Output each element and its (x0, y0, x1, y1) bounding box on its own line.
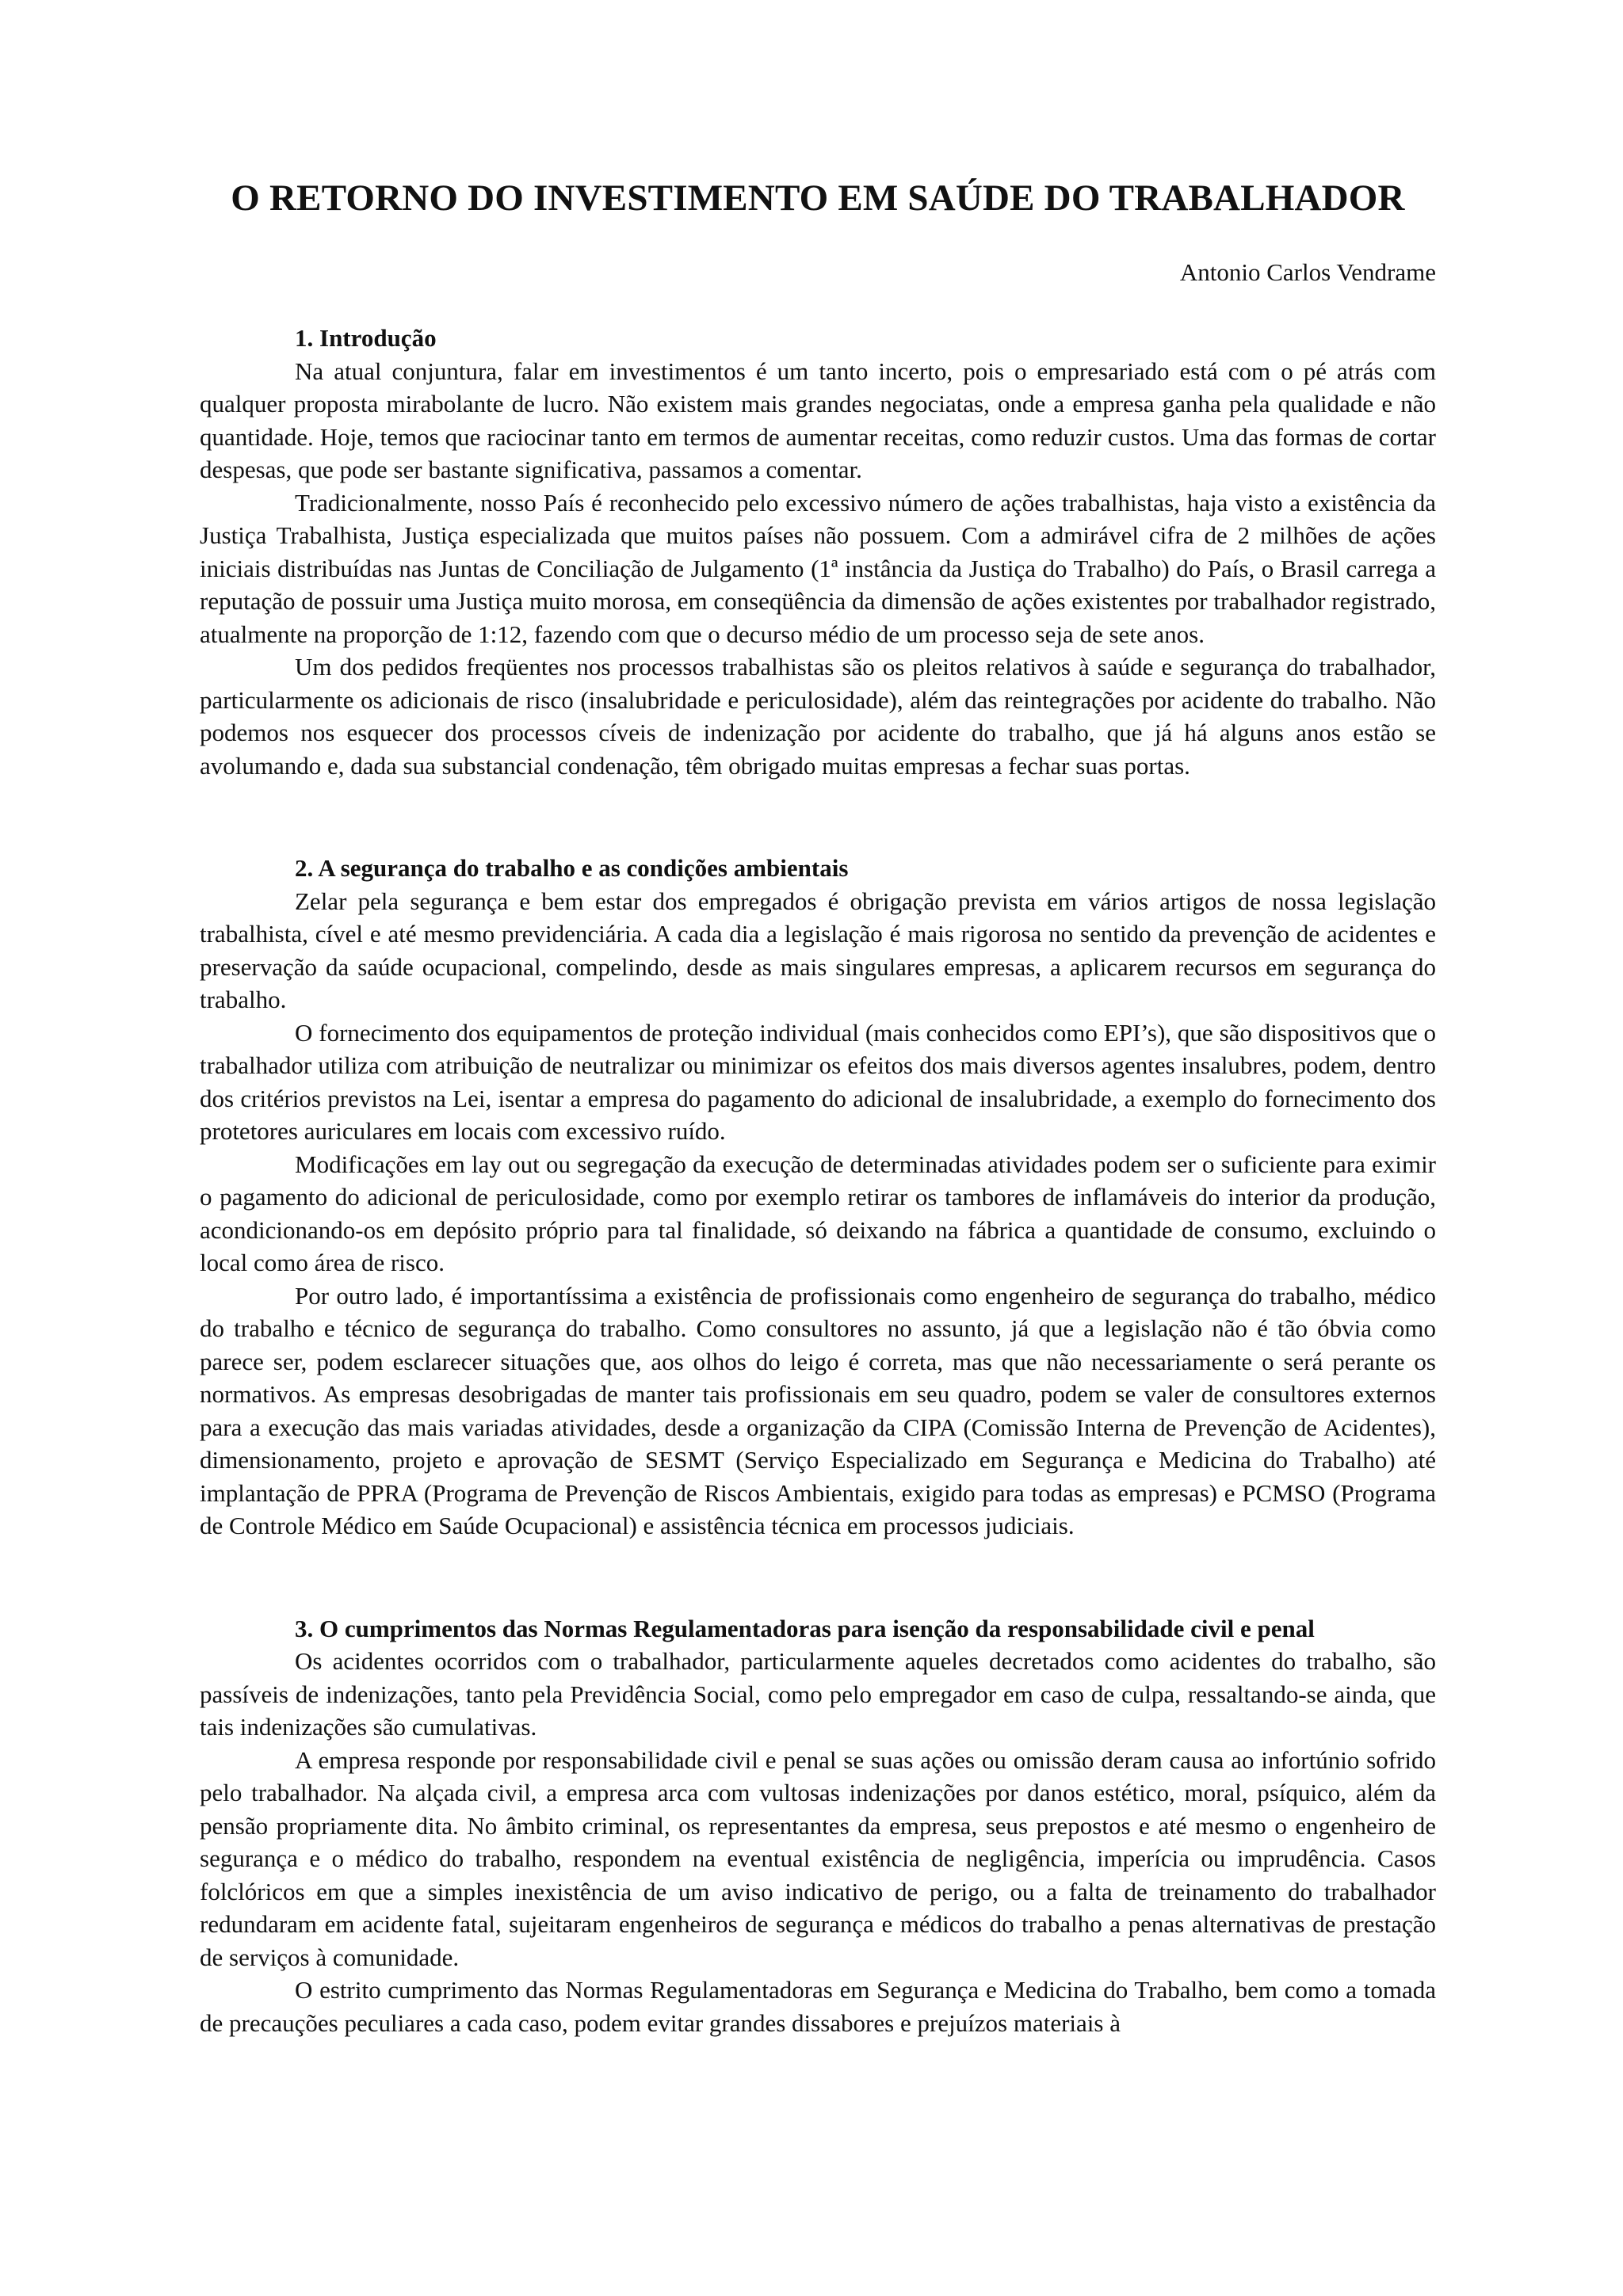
paragraph: Zelar pela segurança e bem estar dos empregados é obrigação prevista em vários artigos de nossa legislação trabalhista, cível e até mesmo previdenciária. A cada dia a legislação é mais rigorosa no sentido da prevenção de acidentes e preservação da saúde ocupacional, compelindo, desde as mais singulares empresas, a aplicarem recursos em segurança do trabalho. (200, 887, 1436, 1013)
paragraph: Tradicionalmente, nosso País é reconhecido pelo excessivo número de ações trabalhistas, haja visto a existência da Justiça Trabalhista, Justiça especializada que muitos países não possuem. Com a admirável cifra de 2 milhões de ações iniciais distribuídas nas Juntas de Conciliação de Julgamento (1ª instância da Justiça do Trabalho) do País, o Brasil carrega a reputação de possuir uma Justiça muito morosa, em conseqüência da dimensão de ações existentes por trabalhador registrado, atualmente na proporção de 1:12, fazendo com que o decurso médio de um processo seja de sete anos. (200, 488, 1436, 648)
paragraph: Por outro lado, é importantíssima a existência de profissionais como engenheiro de segurança do trabalho, médico do trabalho e técnico de segurança do trabalho. Como consultores no assunto, já que a legislação não é tão óbvia como parece ser, podem esclarecer situações que, aos olhos do leigo é correta, mas que não necessariamente o será perante os normativos. As empresas desobrigadas de manter tais profissionais em seu quadro, podem se valer de consultores externos para a execução das mais variadas atividades, desde a organização da CIPA (Comissão Interna de Prevenção de Acidentes), dimensionamento, projeto e aprovação de SESMT (Serviço Especializado em Segurança e Medicina do Trabalho) até implantação de PPRA (Programa de Prevenção de Riscos Ambientais, exigido para todas as empresas) e PCMSO (Programa de Controle Médico em Saúde Ocupacional) e assistência técnica em processos judiciais. (200, 1281, 1436, 1539)
section-heading: 1. Introdução (295, 324, 437, 352)
section-workplace-safety (200, 852, 1436, 1543)
section-heading: 3. O cumprimentos das Normas Regulamentadoras para isenção da responsabilidade civil e penal (295, 1614, 1315, 1642)
author-name: Antonio Carlos Vendrame (1179, 258, 1436, 286)
paragraph: Na atual conjuntura, falar em investimentos é um tanto incerto, pois o empresariado está com o pé atrás com qualquer proposta mirabolante de lucro. Não existem mais grandes negociatas, onde a empresa ganha pela qualidade e não quantidade. Hoje, temos que raciocinar tanto em termos de aumentar receitas, como reduzir custos. Uma das formas de cortar despesas, que pode ser bastante significativa, passamos a comentar. (200, 357, 1436, 483)
paragraph: Modificações em lay out ou segregação da execução de determinadas atividades podem ser o suficiente para eximir o pagamento do adicional de periculosidade, como por exemplo retirar os tambores de inflamáveis do interior da produção, acondicionando-os em depósito próprio para tal finalidade, só deixando na fábrica a quantidade de consumo, excluindo o local como área de risco. (200, 1150, 1436, 1276)
paragraph: O fornecimento dos equipamentos de proteção individual (mais conhecidos como EPI’s), que são dispositivos que o trabalhador utiliza com atribuição de neutralizar ou minimizar os efeitos dos mais diversos agentes insalubres, podem, dentro dos critérios previstos na Lei, isentar a empresa do pagamento do adicional de insalubridade, a exemplo do fornecimento dos protetores auriculares em locais com excessivo ruído. (200, 1018, 1436, 1145)
paragraph: Os acidentes ocorridos com o trabalhador, particularmente aqueles decretados como acidentes do trabalho, são passíveis de indenizações, tanto pela Previdência Social, como pelo empregador em caso de culpa, ressaltando-se ainda, que tais indenizações são cumulativas. (200, 1647, 1436, 1741)
section-regulatory-norms (200, 1612, 1436, 2040)
document-page (200, 174, 1436, 2039)
section-introduction (200, 322, 1436, 782)
paragraph: A empresa responde por responsabilidade civil e penal se suas ações ou omissão deram causa ao infortúnio sofrido pelo trabalhador. Na alçada civil, a empresa arca com vultosas indenizações por danos estético, moral, psíquico, além da pensão propriamente dita. No âmbito criminal, os representantes da empresa, seus prepostos e até mesmo o engenheiro de segurança e o médico do trabalho, respondem na eventual existência de negligência, imperícia ou imprudência. Casos folclóricos em que a simples inexistência de um aviso indicativo de perigo, ou a falta de treinamento do trabalhador redundaram em acidente fatal, sujeitaram engenheiros de segurança e médicos do trabalho a penas alternativas de prestação de serviços à comunidade. (200, 1745, 1436, 1971)
document-title: O RETORNO DO INVESTIMENTO EM SAÚDE DO TRABALHADOR (231, 177, 1405, 219)
paragraph: Um dos pedidos freqüentes nos processos trabalhistas são os pleitos relativos à saúde e segurança do trabalhador, particularmente os adicionais de risco (insalubridade e periculosidade), além das reintegrações por acidente do trabalho. Não podemos nos esquecer dos processos cíveis de indenização por acidente do trabalho, que já há alguns anos estão se avolumando e, dada sua substancial condenação, têm obrigado muitas empresas a fechar suas portas. (200, 653, 1436, 780)
paragraph: O estrito cumprimento das Normas Regulamentadoras em Segurança e Medicina do Trabalho, bem como a tomada de precauções peculiares a cada caso, podem evitar grandes dissabores e prejuízos materiais à (200, 1976, 1436, 2037)
section-heading: 2. A segurança do trabalho e as condições ambientais (295, 854, 849, 882)
